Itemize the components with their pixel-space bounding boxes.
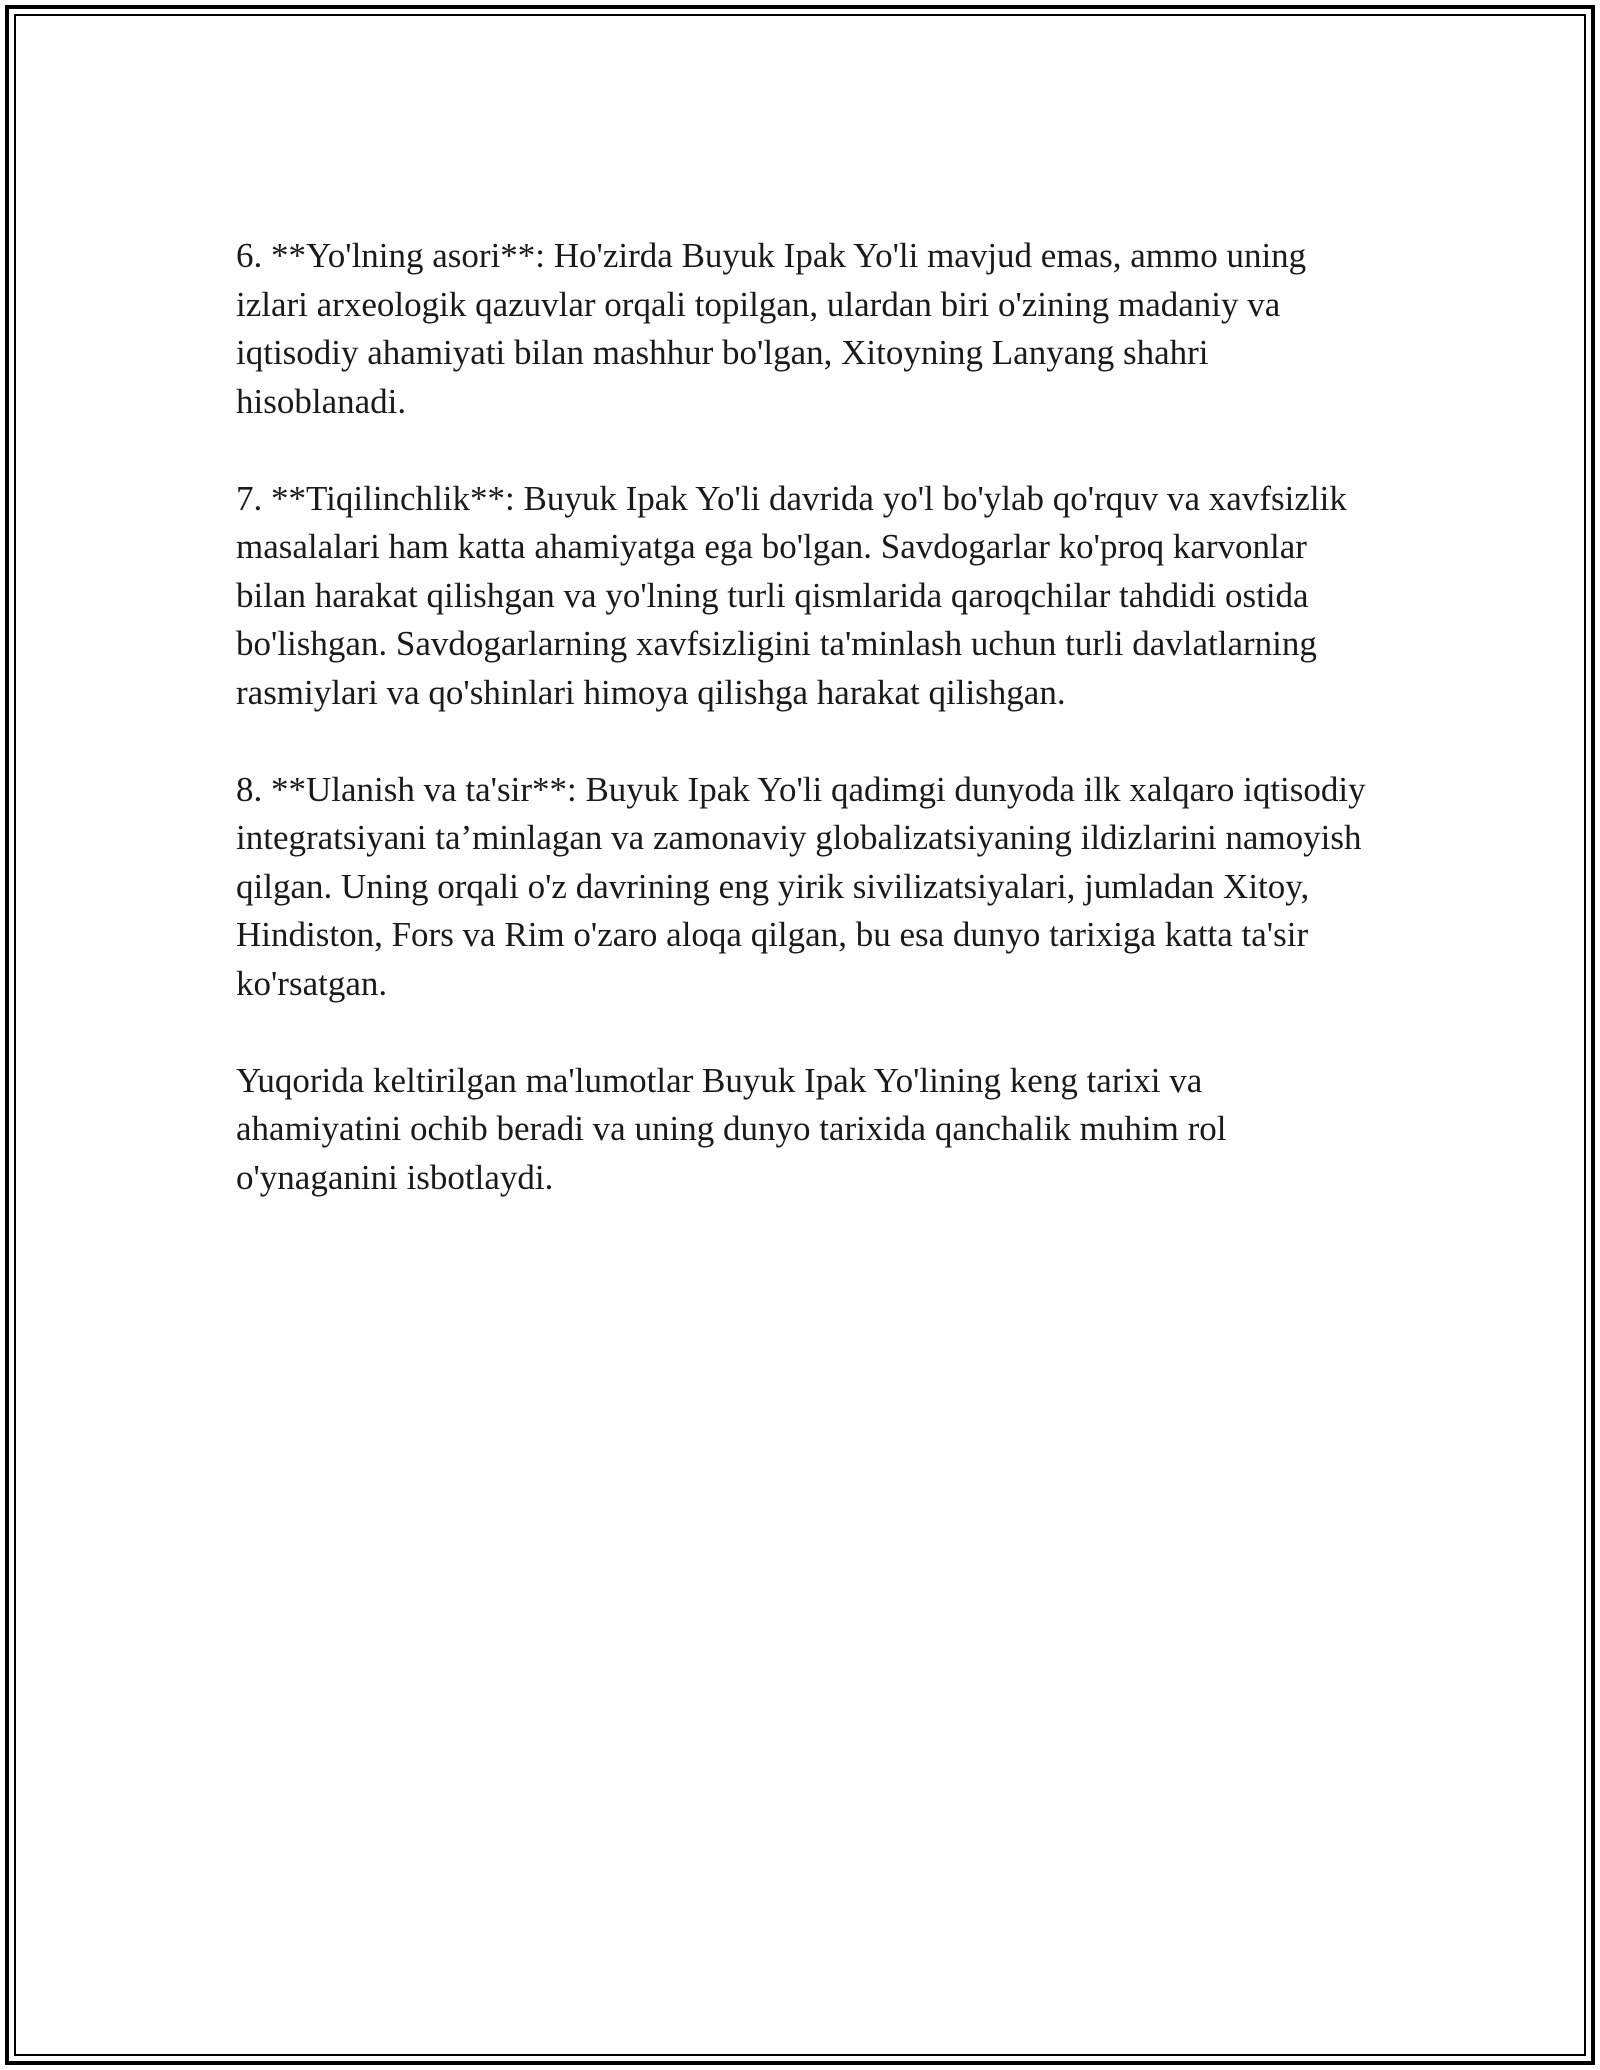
paragraph-tiqilinchlik: 7. **Tiqilinchlik**: Buyuk Ipak Yo'li davrida yo'l bo'ylab qo'rquv va xavfsizlik masalalari ham katta ahamiyatga ega bo'lgan. Savdogarlar ko'proq karvonlar bilan harakat qilishgan va yo'lning turli qismlarida qaroqchilar tahdidi ostida bo'lishgan. Savdogarlarning xavfsizligini ta'minlash uchun turli davlatlarning rasmiylari va qo'shinlari himoya qilishga harakat qilishgan. xyxy=(236,478,1347,712)
paragraph-conclusion: Yuqorida keltirilgan ma'lumotlar Buyuk Ipak Yo'lining keng tarixi va ahamiyatini ochib beradi va uning dunyo tarixida qanchalik muhim rol o'ynaganini isbotlaydi. xyxy=(236,1060,1227,1197)
paragraph-ulanish-va-tasir: 8. **Ulanish va ta'sir**: Buyuk Ipak Yo'li qadimgi dunyoda ilk xalqaro iqtisodiy integratsiyani ta’minlagan va zamonaviy globalizatsiyaning ildizlarini namoyish qilgan. Uning orqali o'z davrining eng yirik sivilizatsiyalari, jumladan Xitoy, Hindiston, Fors va Rim o'zaro aloqa qilgan, bu esa dunyo tarixiga katta ta'sir ko'rsatgan. xyxy=(236,769,1366,1003)
paragraph-yolning-asori: 6. **Yo'lning asori**: Ho'zirda Buyuk Ipak Yo'li mavjud emas, ammo uning izlari arxeologik qazuvlar orqali topilgan, ulardan biri o'zining madaniy va iqtisodiy ahamiyati bilan mashhur bo'lgan, Xitoyning Lanyang shahri hisoblanadi. xyxy=(236,236,1307,421)
document-body xyxy=(236,232,1376,1202)
